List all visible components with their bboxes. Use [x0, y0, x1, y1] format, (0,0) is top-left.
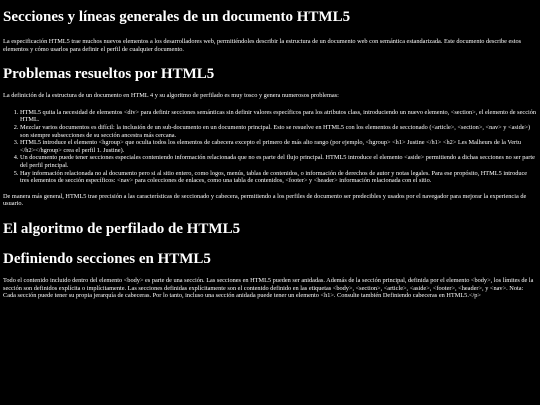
sections-paragraph: Todo el contenido incluido dentro del elemento <body> es parte de una sección. Las secciones en HTML5 pueden ser anidadas. Además de la sección principal, definida por el elemento <body>, los límites de la sección son definidos explícita o implícitamente. Las secciones definidas explícitamente son el contenido definido en las etiquetas <body>, <section>, <article>, <aside>, <footer>, <header>, y <nav>. Nota: Cada sección puede tener su propia jerarquía de cabeceras. Por lo tanto, incluso una sección anidada puede tener un elemento <h1>. Consulte también Definiendo cabeceras en HTML5.</p> [3, 276, 534, 300]
section-heading-algorithm: El algoritmo de perfilado de HTML5 [3, 220, 241, 237]
list-item: 5. Hay información relacionada no al documento pero si al sitio entero, como logos, menús, tablas de contenidos, o información de derechos de autor y notas legales. Para ese propósito, HTML5 introduce tres elementos de sección específicos: <nav> para colecciones de enlaces, como una tabla de contenidos, <footer> y <header> información relacionada con el sitio. [20, 170, 537, 185]
intro-paragraph: La especificación HTML5 trae muchos nuevos elementos a los desarrolladores web, permitiéndoles describir la estructura de un documento web con semántica estandarizada. Este documento describe estos elementos y cómo usarlos para definir el perfil de cualquier documento. [3, 38, 522, 53]
list-item: 3. HTML5 introduce el elemento <hgroup> que oculta todos los elementos de cabecera excepto el primero de más alto rango (por ejemplo, <hgroup> <h1> Justine </h1> <h2> Les Malheurs de la Vertu </h2></hgroup> crea el perfil 1. Justine). [20, 139, 537, 154]
list-item: 1. HTML5 quita la necesidad de elementos <div> para definir secciones semánticas sin definir valores específicos para los atributos class, introduciendo un nuevo elemento, <section>, el elemento de sección HTML. [20, 109, 537, 124]
problems-intro-paragraph: La definición de la estructura de un documento en HTML 4 y su algoritmo de perfilado es muy tosco y genera numerosos problemas: [3, 92, 339, 100]
problems-summary-paragraph: De manera más general, HTML5 trae precisión a las características de seccionado y cabecera, permitiendo a los perfiles de documento ser predecibles y usados por el navegador para mejorar la experiencia de usuario. [3, 192, 527, 208]
problems-list [3, 109, 537, 185]
section-heading-defining-sections: Definiendo secciones en HTML5 [3, 250, 211, 267]
list-item: 2. Mezclar varios documentos es difícil: la inclusión de un sub-documento en un documento principal. Esto se resuelve en HTML5 con los elementos de seccionado (<article>, <section>, <nav> y <aside>) son siempre subsecciones de su sección ancestra más cercana. [20, 124, 537, 139]
list-item: 4. Un documento puede tener secciones especiales conteniendo información relacionada que no es parte del flujo principal. HTML5 introduce el elemento <aside> permitiendo a dichas secciones no ser parte del perfil principal. [20, 154, 537, 169]
page-title: Secciones y líneas generales de un documento HTML5 [3, 9, 351, 25]
section-heading-problems: Problemas resueltos por HTML5 [3, 66, 215, 83]
